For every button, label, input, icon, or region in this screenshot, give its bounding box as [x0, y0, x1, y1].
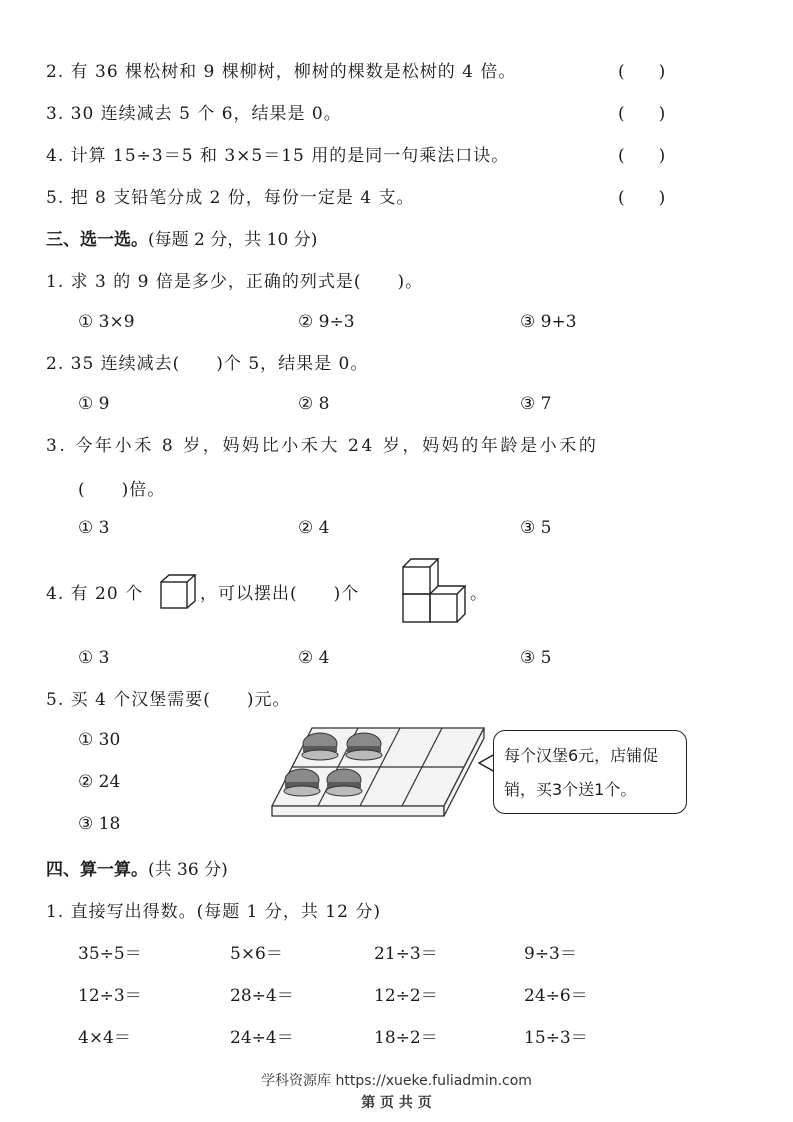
section-note: (每题 2 分，共 10 分)	[148, 230, 318, 250]
footer-source: 学科资源库 https://xueke.fuliadmin.com	[261, 1073, 532, 1089]
judge-item-3	[46, 102, 342, 126]
judge-item-4	[46, 144, 509, 168]
option[interactable]: ③ 5	[520, 648, 552, 668]
choice-q3-cont: ( )倍。	[78, 480, 166, 500]
option[interactable]: ① 30	[78, 730, 121, 750]
bubble-line: 每个汉堡6元，店铺促	[504, 746, 659, 765]
item-number: 5.	[46, 188, 65, 208]
calc-item: 24÷6＝	[524, 986, 588, 1006]
burger-icon	[302, 733, 338, 760]
item-number: 2.	[46, 62, 65, 82]
calc-item: 21÷3＝	[374, 944, 438, 964]
option[interactable]: ① 3	[78, 518, 110, 538]
bubble-line: 销，买3个送1个。	[504, 780, 637, 799]
option[interactable]: ① 9	[78, 394, 110, 414]
answer-paren[interactable]: ( )	[618, 104, 666, 124]
burger-icon	[284, 769, 320, 796]
section-title: 四、算一算。	[46, 860, 148, 880]
calc-item: 28÷4＝	[230, 986, 294, 1006]
footer-page: 第 页 共 页	[361, 1095, 432, 1111]
calc-item: 9÷3＝	[524, 944, 577, 964]
option[interactable]: ② 4	[298, 518, 330, 538]
calc-sub1: 1. 直接写出得数。(每题 1 分，共 12 分)	[46, 902, 381, 922]
option[interactable]: ② 24	[78, 772, 121, 792]
option[interactable]: ② 9÷3	[298, 312, 355, 332]
item-text: 30 连续减去 5 个 6，结果是 0。	[70, 104, 342, 124]
answer-paren[interactable]: ( )	[618, 188, 666, 208]
judge-item-2	[46, 60, 516, 84]
choice-q1: 1. 求 3 的 9 倍是多少，正确的列式是( )。	[46, 272, 424, 292]
choice-q4-c: 。	[470, 584, 488, 604]
item-text: 计算 15÷3＝5 和 3×5＝15 用的是同一句乘法口诀。	[70, 146, 510, 166]
option[interactable]: ③ 18	[78, 814, 121, 834]
option[interactable]: ③ 5	[520, 518, 552, 538]
choice-q2: 2. 35 连续减去( )个 5，结果是 0。	[46, 354, 369, 374]
choice-q4-b: ，可以摆出( )个	[200, 584, 360, 604]
calc-item: 24÷4＝	[230, 1028, 294, 1048]
option[interactable]: ③ 7	[520, 394, 552, 414]
calc-item: 18÷2＝	[374, 1028, 438, 1048]
choice-q4-a: 4. 有 20 个	[46, 584, 144, 604]
burger-icon	[326, 769, 362, 796]
item-text: 把 8 支铅笔分成 2 份，每份一定是 4 支。	[70, 188, 415, 208]
section-title: 三、选一选。	[46, 230, 148, 250]
calc-item: 15÷3＝	[524, 1028, 588, 1048]
cube-icon	[158, 572, 198, 612]
section-3-heading	[46, 228, 317, 252]
option[interactable]: ② 8	[298, 394, 330, 414]
burger-icon	[346, 733, 382, 760]
choice-q5: 5. 买 4 个汉堡需要( )元。	[46, 690, 291, 710]
speech-bubble	[493, 730, 687, 814]
calc-item: 12÷3＝	[78, 986, 142, 1006]
calc-item: 35÷5＝	[78, 944, 142, 964]
option[interactable]: ② 4	[298, 648, 330, 668]
item-text: 有 36 棵松树和 9 棵柳树，柳树的棵数是松树的 4 倍。	[70, 62, 517, 82]
section-note: (共 36 分)	[148, 860, 228, 880]
answer-paren[interactable]: ( )	[618, 62, 666, 82]
item-number: 4.	[46, 146, 65, 166]
calc-item: 5×6＝	[230, 944, 283, 964]
item-number: 3.	[46, 104, 65, 124]
calc-item: 4×4＝	[78, 1028, 131, 1048]
section-4-heading	[46, 858, 228, 882]
cube-stack-icon	[400, 554, 466, 628]
option[interactable]: ③ 9+3	[520, 312, 577, 332]
calc-item: 12÷2＝	[374, 986, 438, 1006]
answer-paren[interactable]: ( )	[618, 146, 666, 166]
judge-item-5	[46, 186, 415, 210]
choice-q3: 3. 今年小禾 8 岁，妈妈比小禾大 24 岁，妈妈的年龄是小禾的	[46, 436, 599, 456]
option[interactable]: ① 3	[78, 648, 110, 668]
burger-tray-illustration	[268, 722, 488, 822]
option[interactable]: ① 3×9	[78, 312, 135, 332]
